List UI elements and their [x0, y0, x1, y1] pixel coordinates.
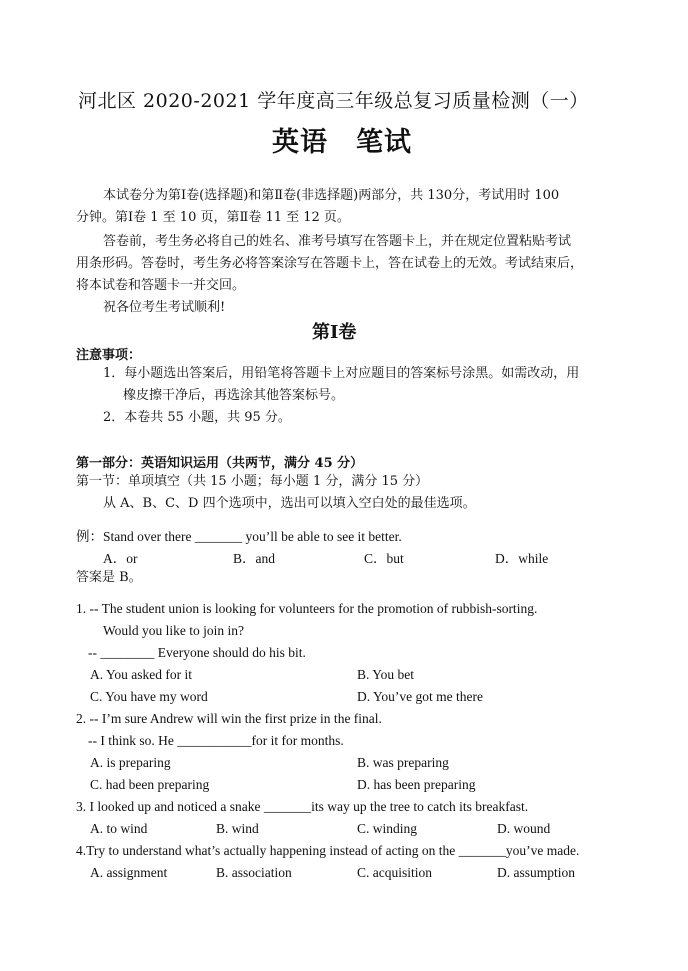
intro-p2-line3: 将本试卷和答题卡一并交回。 [76, 278, 246, 293]
question-4-option-c: C. acquisition [357, 865, 432, 880]
question-2-option-a: A. is preparing [90, 755, 171, 770]
question-3-option-a: A. to wind [90, 821, 148, 836]
intro-p2-line2: 用条形码。答卷时，考生务必将答案涂写在答题卡上，答在试卷上的无效。考试结束后， [76, 256, 584, 271]
intro-p1-line1: 本试卷分为第Ⅰ卷(选择题)和第Ⅱ卷(非选择题)两部分，共 130分，考试用时 100 [103, 188, 560, 203]
question-1-line2: Would you like to join in? [103, 623, 245, 638]
example-option: A．or [103, 551, 138, 566]
question-2-line2: -- I think so. He ___________for it for months. [88, 733, 344, 748]
question-1-option-d: D. You’ve got me there [357, 689, 483, 704]
example-answer: 答案是 B。 [76, 570, 142, 585]
notes-item-1-line2: 橡皮擦干净后，再选涂其他答案标号。 [123, 388, 345, 403]
question-3-option-c: C. winding [357, 821, 418, 836]
question-1-option-a: A. You asked for it [90, 667, 193, 682]
notes-item-1-line1: 1．每小题选出答案后，用铅笔将答题卡上对应题目的答案标号涂黑。如需改动，用 [103, 366, 580, 381]
notes-item-2: 2．本卷共 55 小题，共 95 分。 [103, 410, 291, 425]
question-1-option-b: B. You bet [357, 667, 415, 682]
part1-heading: 第一部分：英语知识运用（共两节，满分 45 分） [76, 456, 364, 471]
question-3-option-b: B. wind [216, 821, 259, 836]
question-2-option-d: D. has been preparing [357, 777, 476, 792]
question-4-option-b: B. association [216, 865, 292, 880]
part1-subheading: 第一节：单项填空（共 15 小题；每小题 1 分，满分 15 分） [76, 474, 429, 489]
question-1-line3: -- ________ Everyone should do his bit. [88, 645, 306, 660]
question-2-option-b: B. was preparing [357, 755, 449, 770]
question-4-option-d: D. assumption [497, 865, 576, 880]
question-4-line1: 4.Try to understand what’s actually happening instead of acting on the _______you’ve made. [76, 843, 580, 858]
example-option: B．and [233, 551, 275, 566]
intro-p2-line1: 答卷前，考生务必将自己的姓名、准考号填写在答题卡上，并在规定位置粘贴考试 [103, 234, 572, 249]
question-3-line1: 3. I looked up and noticed a snake _______its way up the tree to catch its breakfast. [76, 799, 529, 814]
notes-heading: 注意事项： [76, 348, 142, 363]
example-option: D．while [495, 551, 549, 566]
part1-instruction: 从 A、B、C、D 四个选项中，选出可以填入空白处的最佳选项。 [103, 496, 476, 511]
example-option: C．but [364, 551, 404, 566]
question-2-line1: 2. -- I’m sure Andrew will win the first prize in the final. [76, 711, 382, 726]
exam-subject: 英语 笔试 [272, 127, 412, 158]
intro-p3: 祝各位考生考试顺利! [103, 300, 226, 315]
question-1-line1: 1. -- The student union is looking for volunteers for the promotion of rubbish-sorting. [76, 601, 538, 616]
example-stem: 例：Stand over there _______ you’ll be able to see it better. [76, 529, 402, 544]
question-2-option-c: C. had been preparing [90, 777, 210, 792]
exam-title: 河北区 2020-2021 学年度高三年级总复习质量检测（一） [78, 90, 589, 112]
question-1-option-c: C. You have my word [90, 689, 208, 704]
intro-p1-line2: 分钟。第Ⅰ卷 1 至 10 页，第Ⅱ卷 11 至 12 页。 [76, 210, 350, 225]
question-4-option-a: A. assignment [90, 865, 168, 880]
question-3-option-d: D. wound [497, 821, 551, 836]
section-title: 第Ⅰ卷 [312, 322, 357, 343]
